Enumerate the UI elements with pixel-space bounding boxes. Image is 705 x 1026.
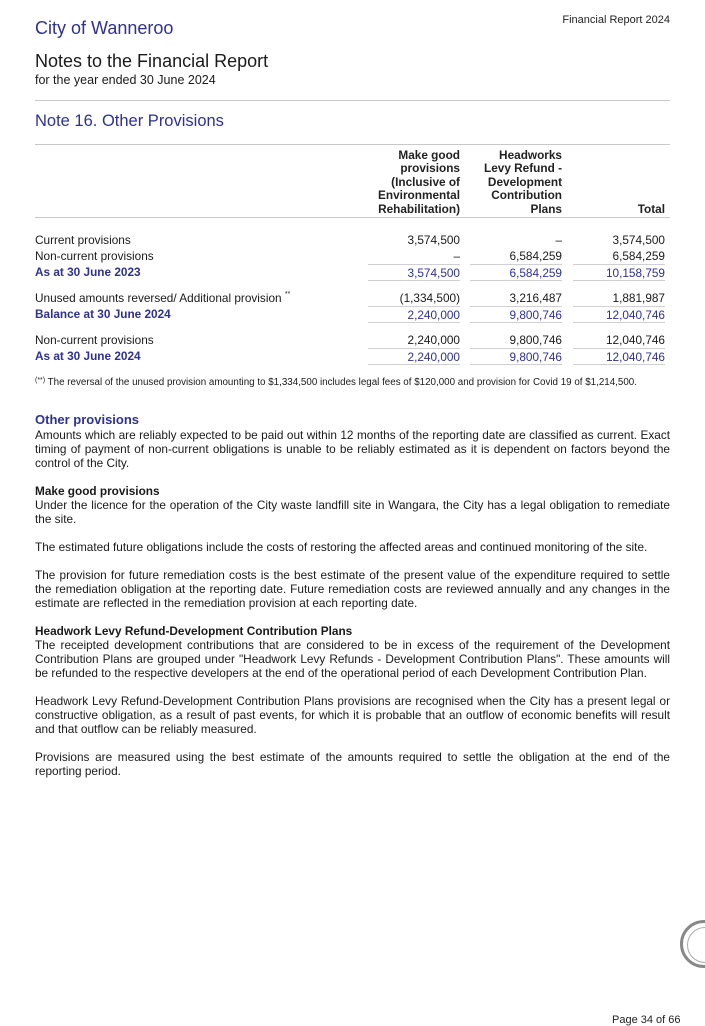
footnote-text: The reversal of the unused provision amounting to $1,334,500 includes legal fees of $120,000 and provision for Covid 19 of $1,214,500. [47, 377, 637, 388]
table-row: Non-current provisions 2,240,000 9,800,746 12,040,746 [35, 333, 665, 347]
table-row: Unused amounts reversed/ Additional provision ** (1,334,500) 3,216,487 1,881,987 [35, 291, 665, 305]
page-number: Page 34 of 66 [612, 1014, 681, 1026]
column-header-make-good: Make good provisions (Inclusive of Environmental Rehabilitation) [378, 147, 460, 216]
table-row-total: As at 30 June 2023 3,574,500 6,584,259 10,158,759 [35, 265, 665, 280]
table-row: Non-current provisions – 6,584,259 6,584,259 [35, 249, 665, 263]
header-divider [35, 100, 670, 101]
report-label: Financial Report 2024 [562, 14, 670, 26]
paragraph: Provisions are measured using the best estimate of the amounts required to settle the obligation at the end of the reporting period. [35, 750, 670, 778]
table-row-total: As at 30 June 2024 2,240,000 9,800,746 12,040,746 [35, 349, 665, 364]
footnote-marker: (**) [35, 377, 46, 384]
note-heading: Note 16. Other Provisions [35, 112, 224, 130]
organisation-name: City of Wanneroo [35, 18, 174, 38]
provisions-table [35, 144, 670, 364]
column-header-headworks: Headworks Levy Refund - Development Contribution Plans [484, 147, 562, 216]
paragraph: The provision for future remediation costs is the best estimate of the present value of the expenditure required to settle the remediation obligation at the reporting date. Future remediation costs are reviewed annually and any changes in the estimate are reflected in the remediation provision at each reporting date. [35, 568, 670, 610]
paragraph: The receipted development contributions that are considered to be in excess of the requirement of the Development Contribution Plans are grouped under "Headwork Levy Refunds - Development Contribution Plans". These amounts will be refunded to the respective developers at the end of the operational period of each Development Contribution Plan. [35, 638, 670, 680]
table-footnote [35, 377, 675, 388]
page-subtitle: for the year ended 30 June 2024 [35, 73, 216, 87]
city-seal-icon [680, 920, 705, 968]
paragraph: Under the licence for the operation of the City waste landfill site in Wangara, the City has a legal obligation to remediate the site. [35, 498, 670, 526]
column-header-total: Total [637, 201, 665, 216]
paragraph: Amounts which are reliably expected to be paid out within 12 months of the reporting date are classified as current. Exact timing of payment of non-current obligations is unable to be reliably estimated as it is dependent on factors beyond the control of the City. [35, 428, 670, 470]
page-title: Notes to the Financial Report [35, 51, 269, 71]
section-heading-other-provisions: Other provisions [35, 412, 140, 427]
table-row-total: Balance at 30 June 2024 2,240,000 9,800,746 12,040,746 [35, 307, 665, 322]
paragraph: The estimated future obligations include the costs of restoring the affected areas and continued monitoring of the site. [35, 540, 648, 554]
section-heading-headwork: Headwork Levy Refund-Development Contribution Plans [35, 624, 353, 638]
paragraph: Headwork Levy Refund-Development Contribution Plans provisions are recognised when the City has a present legal or constructive obligation, as a result of past events, for which it is probable that an outflow of economic benefits will result and that outflow can be reliably measured. [35, 694, 670, 736]
footnote-marker: ** [284, 291, 291, 298]
table-header [35, 144, 670, 218]
section-heading-make-good: Make good provisions [35, 484, 160, 498]
table-row: Current provisions 3,574,500 – 3,574,500 [35, 233, 665, 247]
note-body [35, 411, 670, 778]
